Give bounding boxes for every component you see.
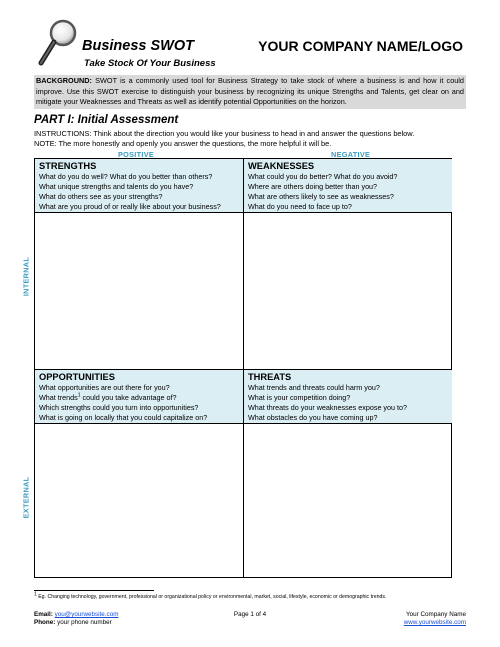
email-link[interactable]: you@yourwebsite.com [54, 611, 119, 618]
weaknesses-header [244, 159, 452, 213]
threats-title: THREATS [248, 372, 292, 382]
weaknesses-question: What are others likely to see as weaknesses? [248, 192, 394, 201]
opportunities-question: Which strengths could you turn into opportunities? [39, 403, 199, 412]
background-text: SWOT is a commonly used tool for Business Strategy to take stock of where a business is and how it could improve. Use this SWOT exercise to distinguish your business by recognizing its unique Strengths and Talents, get clear on and mitigate your Weaknesses and Threats as well as identify potential Opportunities on the horizon. [36, 76, 464, 106]
email-label: Email: [34, 611, 53, 618]
weaknesses-title: WEAKNESSES [248, 161, 315, 171]
footnote-number: 1 [34, 591, 37, 598]
footnote-divider [34, 590, 154, 591]
external-label: EXTERNAL [21, 476, 31, 519]
opportunities-question: What opportunities are out there for you? [39, 383, 170, 392]
threats-question: What threats do your weaknesses expose you to? [248, 403, 408, 412]
opportunities-title: OPPORTUNITIES [39, 372, 115, 382]
website-link[interactable]: www.yourwebsite.com [403, 619, 466, 626]
opportunities-question-end: could you take advantage of? [80, 393, 177, 402]
strengths-header [35, 159, 243, 213]
footer-company-name: Your Company Name [406, 611, 466, 618]
internal-label: INTERNAL [21, 256, 31, 297]
strengths-question: What do others see as your strengths? [39, 192, 163, 201]
threats-question: What is your competition doing? [248, 393, 351, 402]
document-subtitle: Take Stock Of Your Business [84, 58, 216, 69]
negative-label: NEGATIVE [331, 150, 371, 159]
background-lead: BACKGROUND: [36, 76, 92, 85]
swot-grid [34, 158, 452, 578]
page-number: Page 1 of 4 [233, 611, 267, 618]
company-name-logo: YOUR COMPANY NAME/LOGO [258, 38, 463, 54]
page-header [0, 0, 500, 72]
strengths-question: What do you do well? What do you better than others? [39, 172, 213, 181]
instructions-text: INSTRUCTIONS: Think about the direction you would like your business to head in and answer the questions below. [34, 129, 415, 138]
opportunities-header [35, 370, 243, 424]
strengths-question: What unique strengths and talents do you have? [39, 182, 194, 191]
phone-label: Phone: [34, 619, 56, 626]
positive-label: POSITIVE [118, 150, 155, 159]
threats-question: What trends and threats could harm you? [248, 383, 380, 392]
threats-header [244, 370, 452, 424]
opportunities-question-start: What trends [39, 393, 78, 402]
weaknesses-question: What do you need to face up to? [248, 202, 352, 211]
opportunities-question [39, 393, 239, 403]
footnote-text: Eg. Changing technology, government, professional or organizational policy or environmental, market, social, lifestyle, economic or demographic trends. [36, 594, 387, 600]
weaknesses-question: What could you do better? What do you avoid? [248, 172, 398, 181]
part-title: PART I: Initial Assessment [34, 114, 179, 126]
note-text: NOTE: The more honestly and openly you answer the questions, the more helpful it will be. [34, 138, 332, 148]
strengths-title: STRENGTHS [39, 161, 97, 171]
background-box [34, 75, 466, 109]
magnifying-glass-icon [36, 18, 80, 68]
document-title: Business SWOT [82, 38, 194, 54]
footnote-marker: 1 [77, 392, 81, 399]
instructions [34, 129, 414, 148]
weaknesses-question: Where are others doing better than you? [248, 182, 378, 191]
threats-question: What obstacles do you have coming up? [248, 413, 378, 422]
strengths-question: What are you proud of or really like about your business? [39, 202, 221, 211]
footnote [34, 591, 387, 600]
phone-value: your phone number [57, 619, 112, 626]
grid-vertical-divider [243, 159, 244, 577]
footer-company [404, 611, 466, 627]
opportunities-question: What is going on locally that you could capitalize on? [39, 413, 208, 422]
